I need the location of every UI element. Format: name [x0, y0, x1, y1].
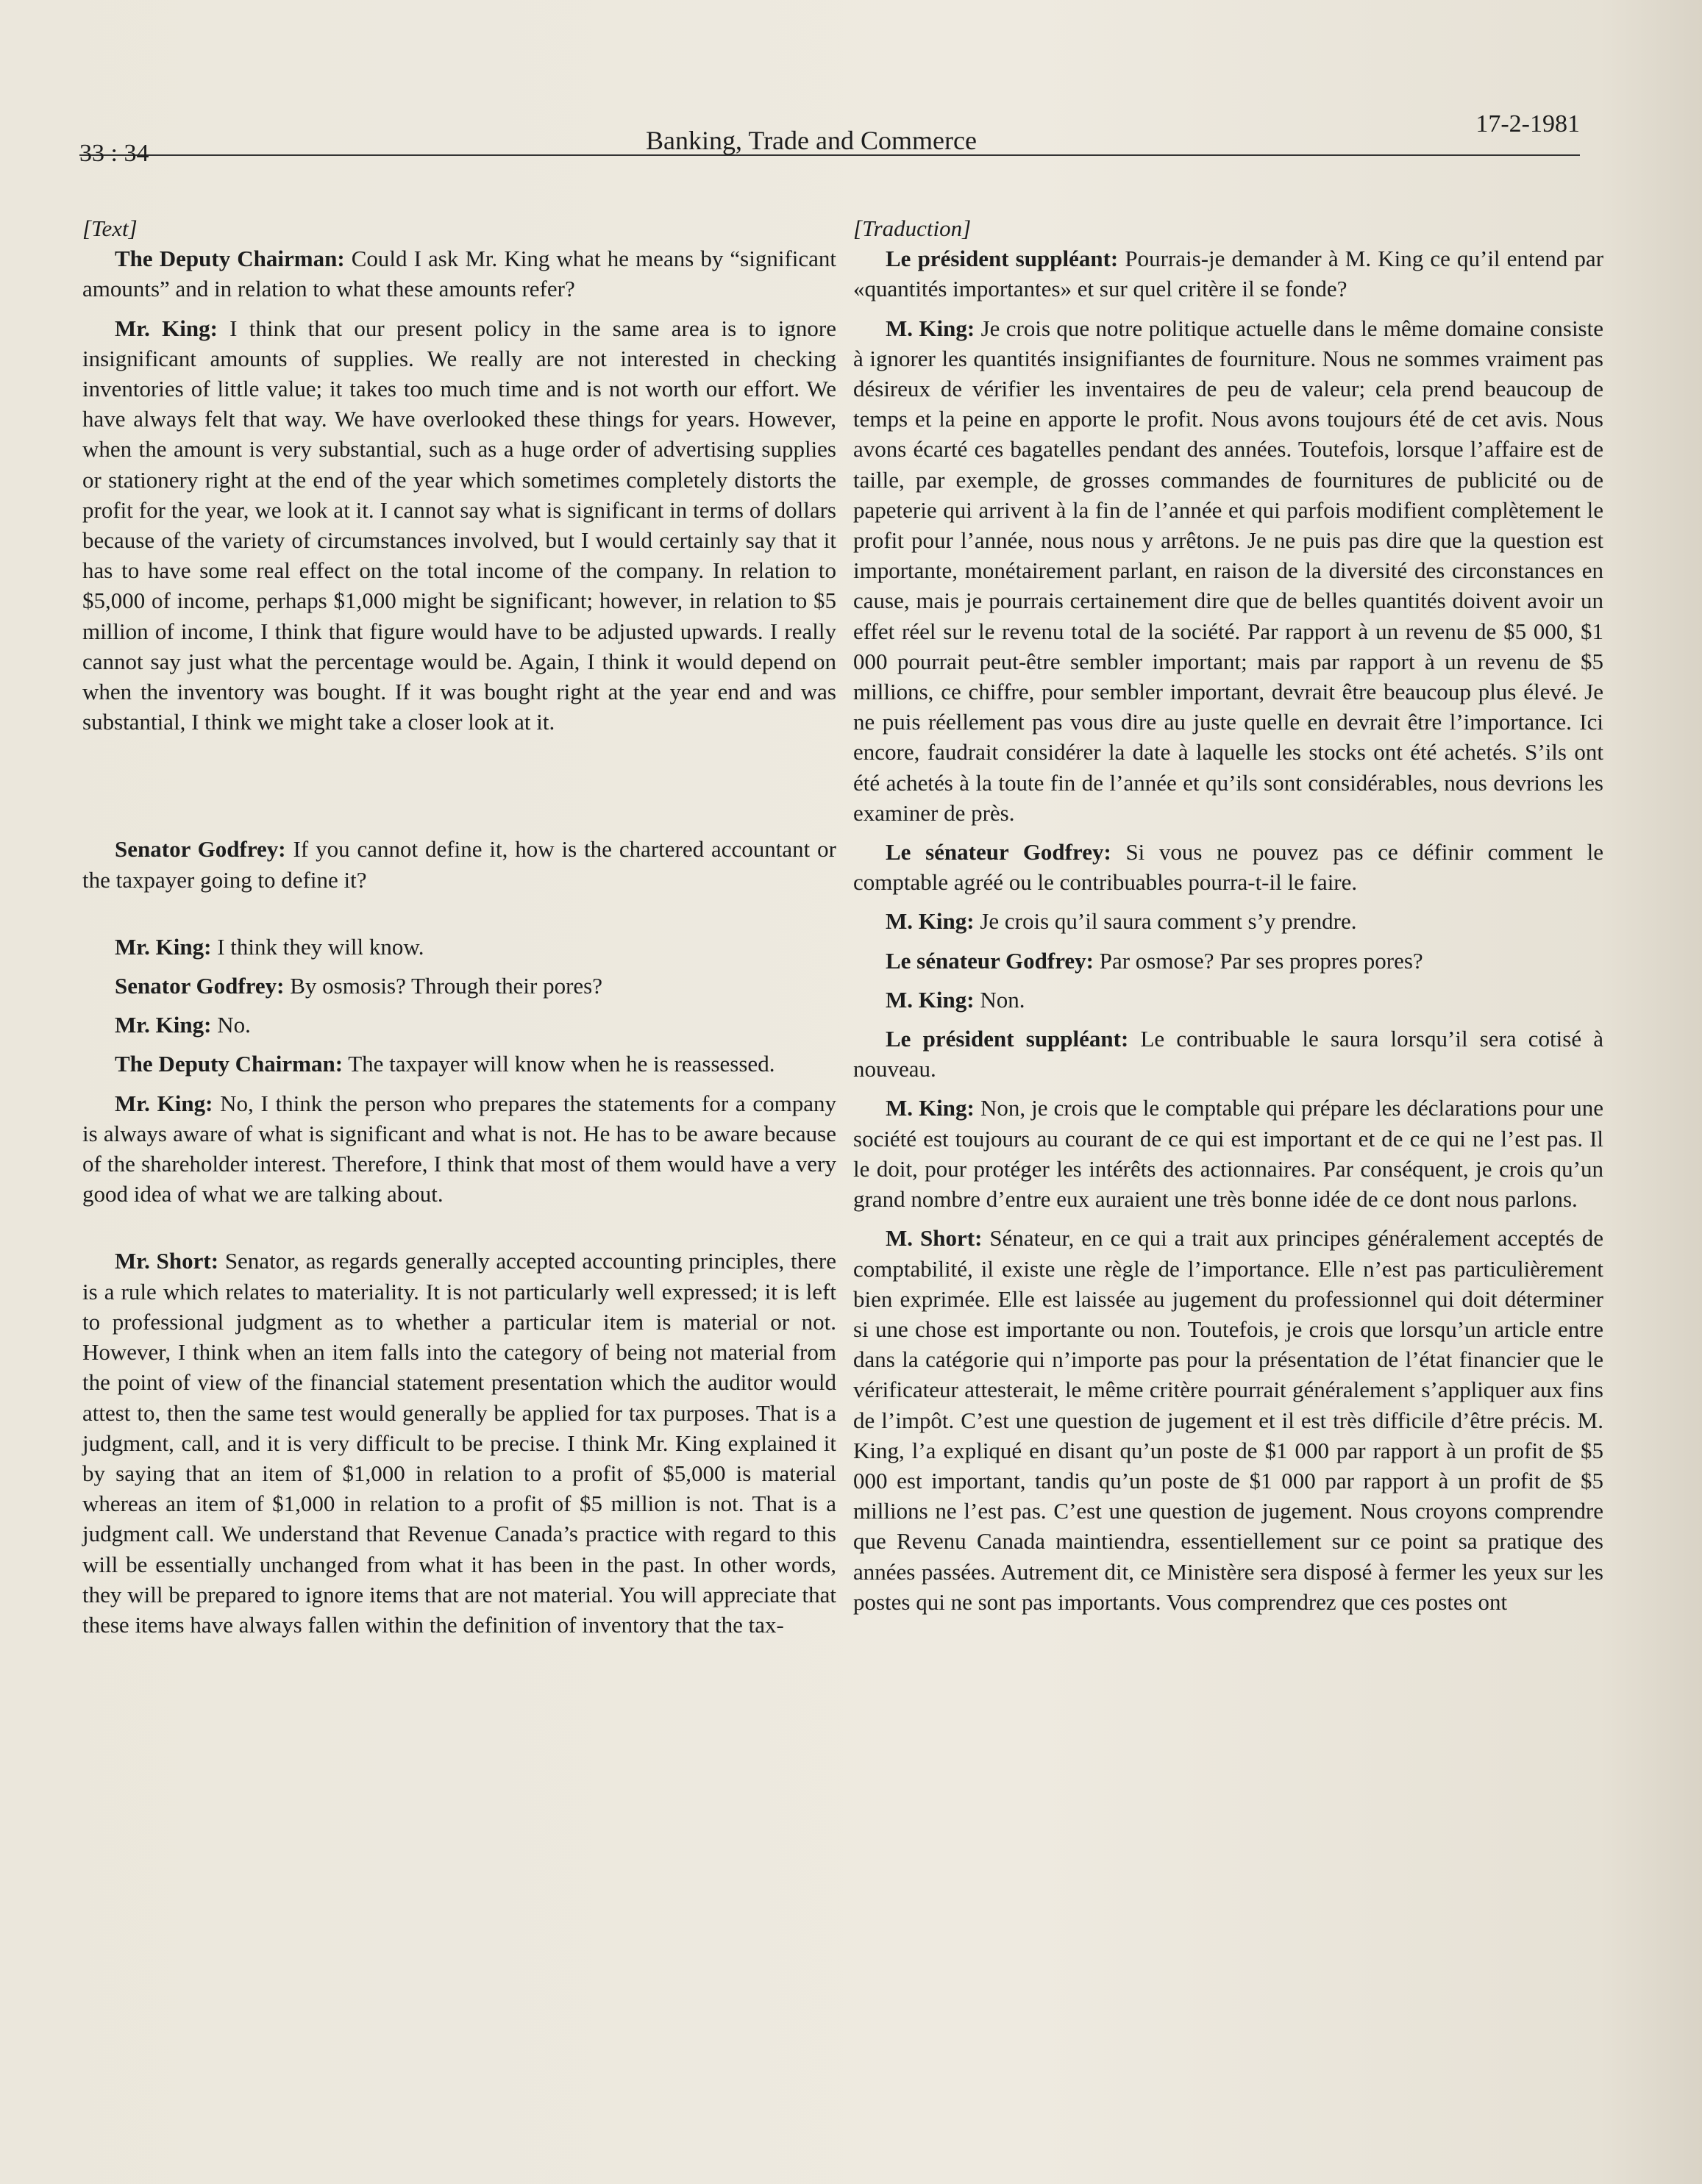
speech: Je crois qu’il saura comment s’y prendre. — [980, 908, 1357, 935]
paragraph — [82, 1246, 836, 1640]
speaker: Senator Godfrey: — [115, 973, 285, 999]
speech: Si vous ne pouvez pas ce définir comment le comptable agréé ou le contribuables pourra-t-il le faire. — [853, 839, 1604, 896]
paragraph — [82, 1088, 836, 1210]
paragraph — [853, 1093, 1603, 1214]
speech: I think that our present policy in the same area is to ignore insignificant amounts of supplies. We really are not interested in checking inventories of little value; it takes too much time and is not worth our effort. We have always felt that way. We have overlooked these things for years. However, when the amount is very substantial, such as a huge order of advertising supplies or stationery right at the end of the year which sometimes completely distorts the profit for the year, we look at it. I cannot say what is significant in terms of dollars because of the variety of circumstances involved, but I would certainly say that it has to have some real effect on the total income of the company. In relation to $5,000 of income, perhaps $1,000 might be significant; however, in relation to $5 million of income, I think that figure would have to be adjusted upwards. I really cannot say just what the percentage would be. Again, I think it would depend on when the inventory was bought. If it was bought right at the year end and was substantial, I think we might take a closer look at it. — [82, 315, 836, 735]
paragraph — [82, 971, 836, 1001]
speech: Could I ask Mr. King what he means by “significant amounts” and in relation to what these amounts refer? — [82, 246, 837, 302]
paragraph — [853, 1223, 1603, 1617]
speech: Je crois que notre politique actuelle dans le même domaine consiste à ignorer les quantités insignifiantes de fourniture. Nous ne sommes vraiment pas désireux de vérifier les inventaires de peu de valeur; cela prend beaucoup de temps et la peine en apporte le profit. Nous avons toujours été de cet avis. Nous avons écarté ces bagatelles pendant des années. Toutefois, lorsque l’affaire est de taille, par exemple, de grosses commandes de fournitures de publicité ou de papeterie qui arrivent à la fin de l’année et qui parfois modifient complètement le profit pour l’année, nous nous y arrêtons. Je ne puis pas dire que la question est importante, monétairement parlant, en raison de la diversité des circonstances en cause, mais je pourrais certainement dire que de belles quantités doivent avoir un effet réel sur le revenu total de la société. Par rapport à un revenu de $5 000, $1 000 pourrait peut-être sembler important; mais par rapport à un revenu de $5 millions, ce chiffre, pour sembler important, devrait être beaucoup plus élevé. Je ne puis réellement pas vous dire au juste quelle en devrait être l’importance. Ici encore, faudrait considérer la date à laquelle les stocks ont été achetés. S’ils ont été achetés à la toute fin de l’année et qu’ils sont considérables, nous devrions les examiner de près. — [853, 315, 1603, 826]
speaker: M. Short: — [886, 1225, 983, 1252]
running-title: Banking, Trade and Commerce — [646, 126, 977, 155]
paragraph — [82, 1010, 836, 1040]
speech: If you cannot define it, how is the chartered accountant or the taxpayer going to define it? — [82, 836, 837, 893]
speech: Par osmose? Par ses propres pores? — [1099, 947, 1423, 974]
paragraph — [853, 946, 1603, 976]
speech: I think they will know. — [217, 933, 424, 960]
speech: By osmosis? Through their pores? — [290, 973, 603, 999]
speaker: Mr. Short: — [115, 1248, 219, 1274]
speech: Le contribuable le saura lorsqu’il sera cotisé à nouveau. — [853, 1026, 1604, 1082]
paragraph — [82, 243, 836, 304]
paragraph — [82, 834, 836, 894]
spacer — [82, 1218, 836, 1246]
speaker: M. King: — [886, 908, 975, 935]
speaker: Mr. King: — [115, 1012, 212, 1038]
speech: The taxpayer will know when he is reassessed. — [348, 1051, 775, 1077]
page-header — [79, 110, 1580, 167]
speaker: M. King: — [886, 1095, 975, 1121]
spacer — [82, 904, 836, 932]
column-tag: [Text] — [82, 215, 138, 241]
speaker: Senator Godfrey: — [115, 836, 286, 863]
paragraph — [853, 1024, 1603, 1084]
paragraph — [853, 243, 1603, 304]
paragraph — [853, 906, 1603, 936]
speech: Pourrais-je demander à M. King ce qu’il entend par «quantités importantes» et sur quel critère il se fonde? — [853, 246, 1604, 302]
paragraph — [82, 932, 836, 962]
speaker: Le sénateur Godfrey: — [886, 839, 1111, 866]
english-column — [82, 213, 836, 1649]
page-date: 17-2-1981 — [1475, 110, 1580, 138]
french-column — [853, 213, 1603, 1626]
speaker: Mr. King: — [115, 933, 212, 960]
speaker: Le président suppléant: — [886, 246, 1119, 272]
speaker: The Deputy Chairman: — [115, 1051, 343, 1077]
paragraph — [853, 313, 1603, 828]
speaker: M. King: — [886, 986, 975, 1013]
page-number: 33 : 34 — [79, 140, 149, 167]
speech: Non, je crois que le comptable qui prépare les déclarations pour une société est toujours au courant de ce qui est important et de ce qui ne l’est pas. Il le doit, pour protéger les intérêts des actionnaires. Par conséquent, je crois qu’un grand nombre d’entre eux auraient une très bonne idée de ce dont nous parlons. — [853, 1095, 1604, 1213]
paragraph — [82, 1049, 836, 1079]
speech: Senator, as regards generally accepted accounting principles, there is a rule which relates to materiality. It is not particularly well expressed; it is left to professional judgment as to whether a particular item is material or not. However, I think when an item falls into the category of being not material from the point of view of the financial statement presentation which the auditor would attest to, then the same test would generally be applied for tax purposes. That is a judgment, call, and it is very difficult to be precise. I think Mr. King explained it by saying that an item of $1,000 in relation to a profit of $5,000 is material whereas an item of $1,000 in relation to a profit of $5 million is not. That is a judgment call. We understand that Revenue Canada’s practice with regard to this will be essentially unchanged from what it has been in the past. In other words, they will be prepared to ignore items that are not material. You will appreciate that these items have always fallen within the definition of inventory that the tax- — [82, 1248, 836, 1638]
paragraph — [853, 837, 1603, 897]
speech: No. — [217, 1012, 251, 1038]
speaker: Le sénateur Godfrey: — [886, 947, 1094, 974]
speaker: Le président suppléant: — [886, 1026, 1129, 1052]
paragraph — [82, 313, 836, 738]
speaker: Mr. King: — [115, 1090, 213, 1116]
speech: Sénateur, en ce qui a trait aux principes généralement acceptés de comptabilité, il existe une règle de l’importance. Elle n’est pas particulièrement bien exprimée. Elle est laissée au jugement du professionnel qui doit déterminer si une chose est importante ou non. Toutefois, je crois que lorsqu’un article entre dans la catégorie qui n’importe pas pour la présentation de l’état financier que le vérificateur attesterait, le même critère pourrait généralement s’appliquer aux fins de l’impôt. C’est une question de jugement et il est très difficile d’être précis. M. King, l’a expliqué en disant qu’un poste de $1 000 par rapport à un profit de $5 000 est important, tandis qu’un poste de $1 000 par rapport à un profit de $5 millions ne l’est pas. C’est une question de jugement. Nous croyons comprendre que Revenu Canada maintiendra, essentiellement sur ce point sa pratique des années passées. Autrement dit, ce Ministère sera disposé à fermer les yeux sur les postes qui ne sont pas importants. Vous comprendrez que ces postes ont — [853, 1225, 1603, 1615]
paragraph — [853, 985, 1603, 1015]
speech: Non. — [980, 986, 1025, 1013]
speaker: The Deputy Chairman: — [115, 246, 345, 272]
column-tag: [Traduction] — [853, 215, 972, 241]
speaker: M. King: — [886, 315, 975, 341]
speech: No, I think the person who prepares the statements for a company is always aware of what is significant and what is not. He has to be aware because of the shareholder interest. Therefore, I think that most of them would have a very good idea of what we are talking about. — [82, 1090, 836, 1207]
speaker: Mr. King: — [115, 315, 218, 341]
spacer — [82, 746, 836, 834]
